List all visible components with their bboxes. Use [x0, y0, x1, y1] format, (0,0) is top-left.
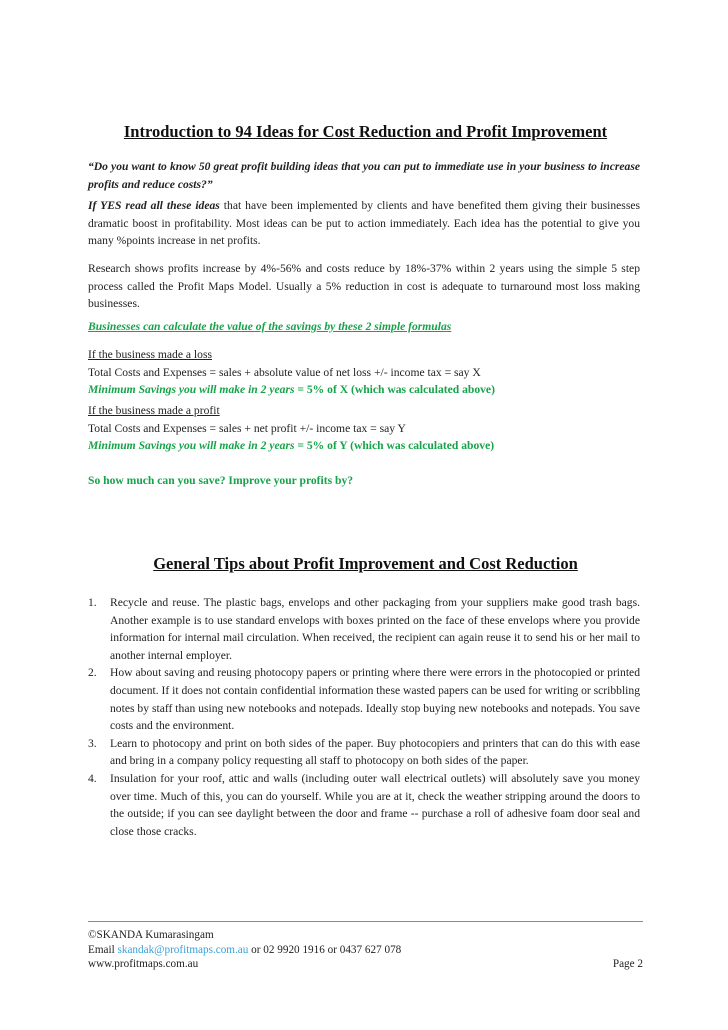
- yes-lead: If YES read all these ideas: [88, 199, 220, 212]
- list-number: 2.: [88, 666, 97, 680]
- savings-question: So how much can you save? Improve your profits by?: [88, 474, 354, 487]
- list-text: Learn to photocopy and print on both sides of the paper. Buy photocopiers and printers that can do this with ease and bring in a company policy requesting all staff to photocopy on both sides of the paper.: [110, 736, 640, 768]
- footer-website[interactable]: www.profitmaps.com.au: [88, 958, 199, 970]
- profit-block: [88, 402, 640, 455]
- footer-email-link[interactable]: skandak@profitmaps.com.au: [117, 943, 249, 956]
- list-item: [88, 664, 640, 734]
- profit-savings-label: Minimum Savings you will make in 2 years: [88, 439, 295, 453]
- page-footer: [88, 928, 643, 972]
- footer-phones: or 02 9920 1916 or 0437 627 078: [248, 943, 402, 956]
- footer-copyright: ©SKANDA Kumarasingam: [88, 929, 214, 941]
- list-item: [88, 594, 640, 664]
- research-paragraph: Research shows profits increase by 4%-56% and costs reduce by 18%-37% within 2 years using the simple 5 step process called the Profit Maps Model. Usually a 5% reduction in cost is adequate to turnaround most loss making businesses.: [88, 262, 640, 311]
- loss-block: [88, 346, 640, 399]
- list-text: How about saving and reusing photocopy papers or printing where there were errors in the photocopied or printed document. If it does not contain confidential information these wasted papers can be used for writing or scribbling notes by staff than using new notebooks and notepads. Ideally stop buying new notebooks and notepads. You save costs and the environment.: [110, 666, 640, 733]
- list-item: [88, 735, 640, 770]
- tips-title: General Tips about Profit Improvement and Cost Reduction: [153, 554, 578, 573]
- list-text: Insulation for your roof, attic and walls (including outer wall electrical outlets) will absolutely save you money over time. Much of this, you can do yourself. While you are at it, check the weather stripping around the doors to the outside; if you can see daylight between the door and frame -- purchase a roll of adhesive foam door seal and close those cracks.: [110, 771, 640, 838]
- formulas-heading: Businesses can calculate the value of the savings by these 2 simple formulas: [88, 320, 452, 333]
- profit-savings: [88, 437, 640, 455]
- loss-savings-label: Minimum Savings you will make in 2 years: [88, 383, 295, 397]
- loss-heading: If the business made a loss: [88, 348, 212, 361]
- footer-divider: [88, 921, 643, 922]
- profit-savings-value: = 5% of Y (which was calculated above): [294, 439, 495, 453]
- yes-paragraph: [88, 197, 640, 250]
- page-number: Page 2: [612, 958, 643, 970]
- loss-savings-value: = 5% of X (which was calculated above): [294, 383, 495, 397]
- tips-list: [88, 594, 640, 840]
- list-item: [88, 770, 640, 840]
- list-number: 4.: [88, 771, 97, 785]
- list-number: 3.: [88, 736, 97, 750]
- profit-heading: If the business made a profit: [88, 404, 220, 417]
- footer-contact: [88, 943, 643, 958]
- list-text: Recycle and reuse. The plastic bags, envelops and other packaging from your suppliers make good trash bags. Another example is to use standard envelops with boxes printed on the face of these envelops where you provide information for internal mail circulation. When received, the recipient can again reuse it to send his or her mail to another internal employer.: [110, 596, 640, 662]
- intro-title: Introduction to 94 Ideas for Cost Reduction and Profit Improvement: [123, 122, 608, 141]
- footer-email-label: Email: [88, 943, 118, 956]
- intro-quote: “Do you want to know 50 great profit building ideas that you can put to immediate use in your business to increase profits and reduce costs?”: [88, 160, 640, 191]
- yes-rest: that have been implemented by clients and have benefited them giving their businesses dramatic boost in profitability. Most ideas can be put to action immediately. Each idea has the potential to give you many %points increase in net profits.: [88, 199, 640, 248]
- list-number: 1.: [88, 596, 97, 609]
- loss-formula: Total Costs and Expenses = sales + absolute value of net loss +/- income tax = say X: [88, 365, 481, 379]
- profit-formula: Total Costs and Expenses = sales + net profit +/- income tax = say Y: [88, 421, 406, 435]
- loss-savings: [88, 381, 640, 399]
